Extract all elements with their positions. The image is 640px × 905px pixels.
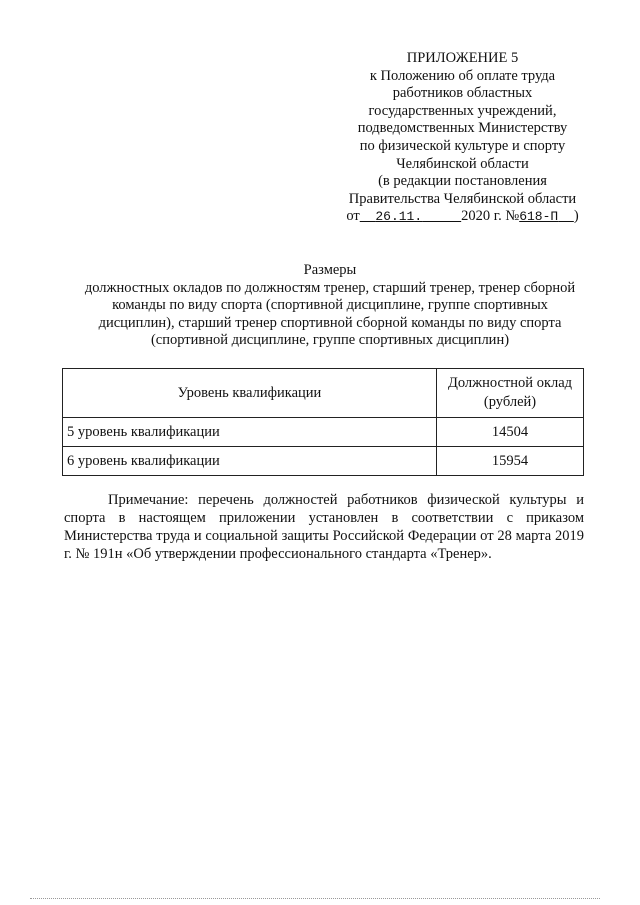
heading-line: команды по виду спорта (спортивной дисциплине, группе спортивных (112, 297, 548, 314)
appendix-line: государственных учреждений, (368, 102, 557, 119)
row-salary: 14504 (437, 418, 584, 447)
heading-line: (спортивной дисциплине, группе спортивных дисциплин) (150, 332, 510, 349)
appendix-line: (в редакции постановления (378, 173, 547, 190)
note-block (64, 491, 584, 563)
resolution-date (360, 209, 461, 224)
header-salary-label: Должностной оклад (447, 375, 573, 391)
row-salary: 15954 (437, 447, 584, 476)
heading-line: дисциплин), старший тренер спортивной сборной команды по виду спорта (98, 314, 562, 331)
row-level: 6 уровень квалификации (63, 447, 437, 476)
row-level: 5 уровень квалификации (63, 418, 437, 447)
resolution-date-line (330, 208, 595, 226)
appendix-line: работников областных (392, 85, 533, 102)
heading-line: должностных окладов по должностям тренер, старший тренер, тренер сборной (84, 279, 576, 296)
table-row (63, 418, 584, 447)
resolution-number (519, 209, 574, 224)
header-qualification: Уровень квалификации (63, 369, 437, 418)
close-paren: ) (573, 208, 579, 225)
header-salary-unit: (рублей) (483, 394, 537, 410)
appendix-line: Челябинской области (396, 155, 529, 172)
resolution-date-value: 26.11. (375, 209, 423, 225)
date-prefix: от (346, 208, 360, 225)
salary-table (62, 368, 584, 476)
appendix-line: подведомственных Министерству (357, 120, 568, 137)
scan-edge-divider (30, 898, 600, 900)
appendix-line: к Положению об оплате труда (369, 67, 556, 84)
note-text: Примечание: перечень должностей работников физической культуры и спорта в настоящем приложении установлен в соответствии с приказом Министерства труда и социальной защиты Российской Федерации от 28 марта 2019 г. № 191н «Об утверждении профессионального стандарта «Тренер». (64, 492, 584, 562)
heading-title: Размеры (303, 262, 357, 278)
appendix-line: по физической культуре и спорту (359, 137, 566, 154)
appendix-block (330, 50, 595, 226)
table-header-row (63, 369, 584, 418)
document-heading (50, 262, 610, 350)
resolution-number-value: 618-П (519, 209, 559, 225)
appendix-title: ПРИЛОЖЕНИЕ 5 (406, 50, 519, 66)
year-text: 2020 г. № (461, 208, 520, 225)
header-salary (437, 369, 584, 418)
appendix-line: Правительства Челябинской области (348, 190, 577, 207)
table-row (63, 447, 584, 476)
